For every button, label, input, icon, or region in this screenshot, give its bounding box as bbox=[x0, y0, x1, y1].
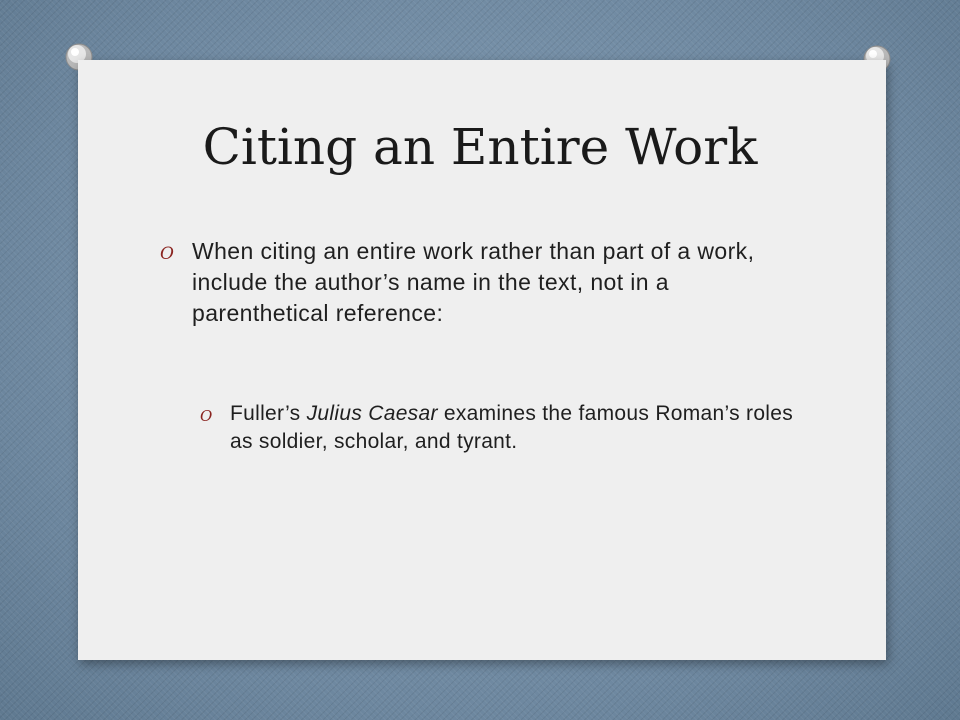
slide-title: Citing an Entire Work bbox=[202, 118, 758, 176]
example-work-title: Julius Caesar bbox=[306, 402, 438, 425]
example-text-after: examines the famous Roman’s roles as soldier, scholar, and tyrant. bbox=[230, 402, 794, 453]
sub-bullet-item bbox=[200, 400, 800, 456]
bullet-item bbox=[160, 236, 800, 329]
bullet-marker: O bbox=[160, 244, 174, 264]
sub-bullet-marker: O bbox=[200, 407, 213, 425]
example-citation bbox=[230, 400, 800, 456]
bullet-text: When citing an entire work rather than part of a work, include the author’s name in the text, not in a parenthetical reference: bbox=[192, 238, 755, 326]
example-text-before: Fuller’s bbox=[230, 402, 307, 425]
